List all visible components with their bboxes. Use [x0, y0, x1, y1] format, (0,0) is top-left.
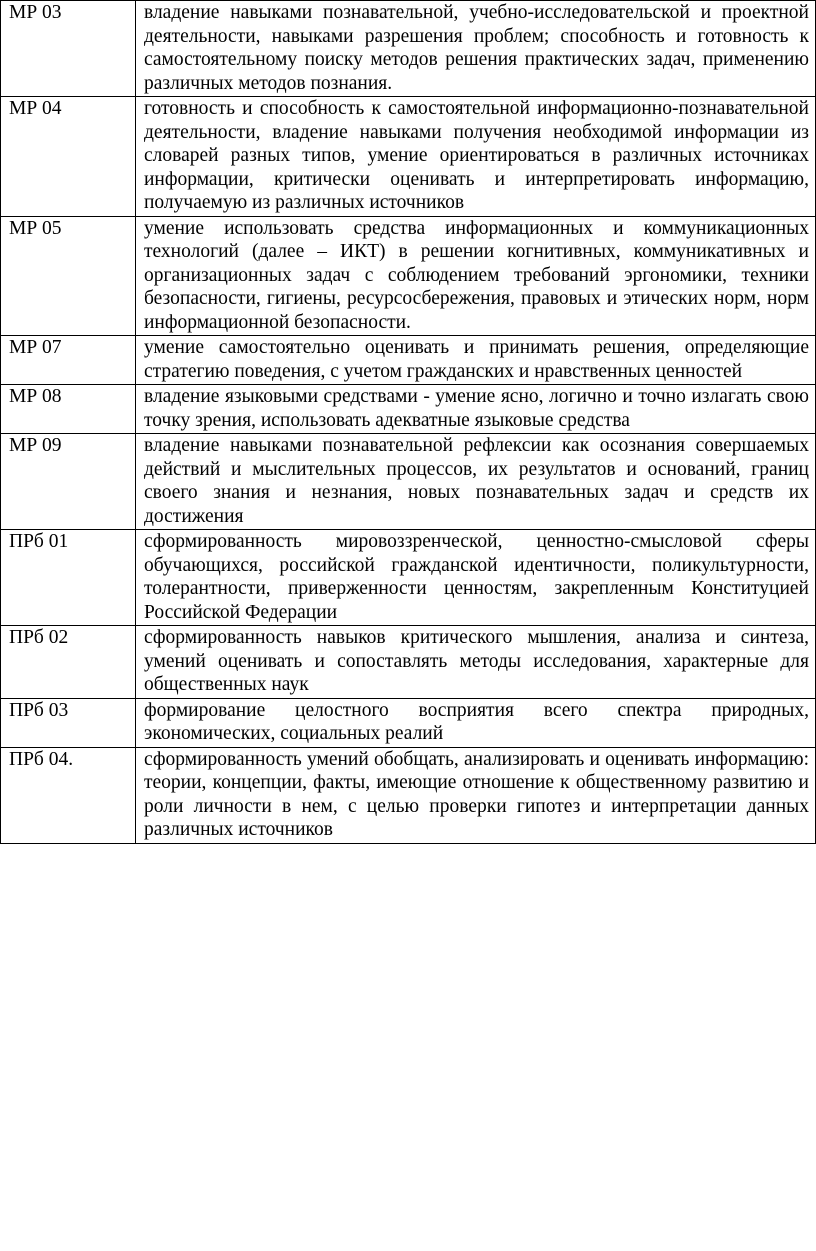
table-row: [1, 385, 816, 434]
table-row: [1, 626, 816, 699]
competency-description: владение языковыми средствами - умение ясно, логично и точно излагать свою точку зрения, использовать адекватные языковые средства: [136, 385, 816, 434]
table-row: [1, 216, 816, 336]
table-row: [1, 336, 816, 385]
competency-description: владение навыками познавательной рефлексии как осознания совершаемых действий и мыслительных процессов, их результатов и оснований, границ своего знания и незнания, новых познавательных задач и средств их достижения: [136, 434, 816, 530]
competency-code: МР 03: [1, 1, 136, 97]
competency-description: умение самостоятельно оценивать и принимать решения, определяющие стратегию поведения, с учетом гражданских и нравственных ценностей: [136, 336, 816, 385]
competency-description: сформированность мировоззренческой, ценностно-смысловой сферы обучающихся, российской гражданской идентичности, поликультурности, толерантности, приверженности ценностям, закрепленным Конституцией Российской Федерации: [136, 530, 816, 626]
competency-code: ПРб 01: [1, 530, 136, 626]
competency-code: МР 07: [1, 336, 136, 385]
table-row: [1, 530, 816, 626]
competency-code: МР 09: [1, 434, 136, 530]
competency-description: формирование целостного восприятия всего спектра природных, экономических, социальных реалий: [136, 698, 816, 747]
competency-description: готовность и способность к самостоятельной информационно-познавательной деятельности, владение навыками получения необходимой информации из словарей разных типов, умение ориентироваться в различных источниках информации, критически оценивать и интерпретировать информацию, получаемую из различных источников: [136, 97, 816, 217]
competency-code: ПРб 02: [1, 626, 136, 699]
competency-code: ПРб 03: [1, 698, 136, 747]
competency-description: умение использовать средства информационных и коммуникационных технологий (далее – ИКТ) в решении когнитивных, коммуникативных и организационных задач с соблюдением требований эргономики, техники безопасности, гигиены, ресурсосбережения, правовых и этических норм, норм информационной безопасности.: [136, 216, 816, 336]
table-row: [1, 1, 816, 97]
competency-code: ПРб 04.: [1, 747, 136, 843]
table-row: [1, 698, 816, 747]
competency-code: МР 05: [1, 216, 136, 336]
competency-description: сформированность умений обобщать, анализировать и оценивать информацию: теории, концепции, факты, имеющие отношение к общественному развитию и роли личности в нем, с целью проверки гипотез и интерпретации данных различных источников: [136, 747, 816, 843]
competency-description: владение навыками познавательной, учебно-исследовательской и проектной деятельности, навыками разрешения проблем; способность и готовность к самостоятельному поиску методов решения практических задач, применению различных методов познания.: [136, 1, 816, 97]
table-row: [1, 747, 816, 843]
competency-code: МР 08: [1, 385, 136, 434]
table-row: [1, 434, 816, 530]
table-row: [1, 97, 816, 217]
competency-description: сформированность навыков критического мышления, анализа и синтеза, умений оценивать и сопоставлять методы исследования, характерные для общественных наук: [136, 626, 816, 699]
competency-code: МР 04: [1, 97, 136, 217]
